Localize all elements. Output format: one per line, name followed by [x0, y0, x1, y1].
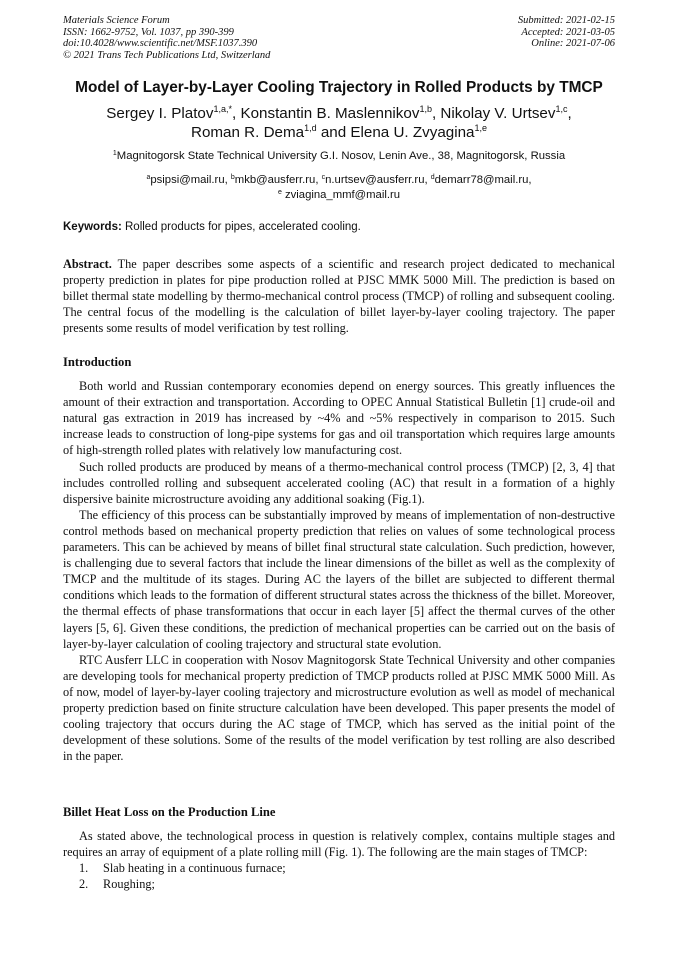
list-item: [63, 876, 615, 892]
journal-name: Materials Science Forum: [63, 15, 170, 26]
email-link[interactable]: mkb@ausferr.ru: [234, 174, 316, 186]
keywords-text: Rolled products for pipes, accelerated cooling.: [121, 221, 361, 233]
journal-doi[interactable]: doi:10.4028/www.scientific.net/MSF.1037.390: [63, 38, 258, 50]
email-superscript: c: [321, 174, 326, 181]
author-separator: ,: [567, 105, 572, 122]
email-link[interactable]: psipsi@mail.ru: [150, 174, 225, 186]
author-superscript: 1,c: [555, 104, 568, 114]
accepted-date: Accepted: 2021-03-05: [521, 26, 615, 38]
heat-loss-section: [63, 804, 615, 892]
section-heading: Billet Heat Loss on the Production Line: [63, 805, 276, 819]
journal-issn: ISSN: 1662-9752, Vol. 1037, pp 390-399: [63, 26, 234, 38]
list-number: 1.: [79, 861, 89, 876]
affiliation: [40, 150, 638, 162]
list-text: Slab heating in a continuous furnace;: [103, 861, 286, 876]
email-superscript: d: [430, 174, 435, 181]
author-superscript: 1,a,*: [213, 104, 232, 114]
author-name: Roman R. Dema: [190, 124, 305, 141]
affiliation-superscript: 1: [112, 150, 117, 157]
affiliation-text: Magnitogorsk State Technical University G.I. Nosov, Lenin Ave., 38, Magnitogorsk, Russia: [116, 150, 566, 162]
author-list: [40, 104, 638, 142]
list-text: Roughing;: [103, 877, 155, 892]
keywords: [63, 221, 615, 233]
email-separator: ,: [528, 174, 532, 186]
email-separator: ,: [224, 174, 231, 186]
paragraph: As stated above, the technological process in question is relatively complex, contains multiple stages and requires an array of equipment of a plate rolling mill (Fig. 1). The following are the main stages of TMCP:: [63, 829, 615, 860]
email-list: [40, 173, 638, 202]
journal-header: [63, 15, 270, 61]
author-separator: ,: [232, 105, 241, 122]
email-link[interactable]: zviagina_mmf@mail.ru: [281, 188, 401, 201]
email-link[interactable]: demarr78@mail.ru: [434, 174, 529, 186]
paragraph: Both world and Russian contemporary economies depend on energy sources. This greatly influences the amount of their extraction and transportation. According to OPEC Annual Statistical Bulletin [1] crude-oil and natural gas extraction in 2019 has increased by ~4% and ~5% respectively in comparison to 2015. Such increase leads to construction of long-pipe systems for gas and oil transportation which requires large amounts of high-strength rolled plates with relatively low manufacturing cost.: [63, 379, 615, 458]
email-superscript: e: [277, 188, 282, 196]
stage-list: [63, 860, 615, 892]
author-name: Sergey I. Platov: [106, 105, 214, 122]
email-superscript: a: [146, 174, 151, 181]
author-superscript: 1,b: [419, 104, 432, 114]
paper-title: Model of Layer-by-Layer Cooling Trajectory in Rolled Products by TMCP: [75, 79, 603, 96]
paragraph: RTC Ausferr LLC in cooperation with Nosov Magnitogorsk State Technical University and other companies are developing tools for mechanical property prediction of TMCP products rolled at PJSC MMK 5000 Mill. As of now, model of layer-by-layer cooling trajectory and microstructure evolution as well as model of mechanical property prediction based on finite structure calculation have been developed. This paper presents the model of cooling trajectory that occurs during the AC stage of TMCP, which has served as the initial point of the development of these solutions. Some of the results of the model verification by test rolling are also described in the paper.: [63, 652, 615, 764]
abstract: [63, 256, 615, 336]
submitted-date: Submitted: 2021-02-15: [517, 15, 615, 26]
publication-dates: [518, 15, 615, 50]
section-heading: Introduction: [63, 355, 132, 369]
author-separator: ,: [431, 105, 441, 122]
author-name: Konstantin B. Maslennikov: [240, 105, 420, 122]
author-superscript: 1,e: [474, 123, 488, 133]
email-separator: ,: [424, 174, 431, 186]
email-superscript: b: [230, 174, 235, 181]
abstract-text: The paper describes some aspects of a scientific and research project dedicated to mechanical property prediction in plates for pipe production rolled at PJSC MMK 5000 Mill. The prediction is based on billet thermal state modelling by thermo-mechanical control process (TMCP) of rolling and subsequent cooling. The central focus of the modelling is the calculation of billet layer-by-layer cooling trajectory. The paper presents some results of model verification by test rolling.: [63, 257, 615, 336]
online-date: Online: 2021-07-06: [531, 38, 615, 50]
author-separator: and: [316, 124, 351, 141]
introduction-section: [63, 354, 615, 764]
abstract-label: Abstract.: [63, 257, 112, 271]
keywords-label: Keywords:: [63, 221, 122, 233]
list-number: 2.: [79, 877, 89, 892]
paragraph: Such rolled products are produced by means of a thermo-mechanical control process (TMCP) [2, 3, 4] that includes controlled rolling and subsequent accelerated cooling (AC) that result in a formation of a highly dispersive bainite microstructure avoiding any additional soaking (Fig.1).: [63, 459, 615, 506]
list-item: [63, 860, 615, 876]
author-name: Nikolay V. Urtsev: [440, 105, 556, 122]
journal-copyright: © 2021 Trans Tech Publications Ltd, Switzerland: [63, 49, 271, 61]
author-superscript: 1,d: [304, 123, 317, 133]
email-separator: ,: [315, 174, 322, 186]
author-name: Elena U. Zvyagina: [350, 124, 475, 141]
email-link[interactable]: n.urtsev@ausferr.ru: [325, 174, 425, 186]
paragraph: The efficiency of this process can be substantially improved by means of implementation of non-destructive control methods based on mechanical property prediction that relies on values of some technological process parameters. This can be achieved by means of billet final structural state calculation. Such prediction, however, is challenging due to several factors that include the linear dimensions of the billet as well as the complexity of TMCP and the multitude of its stages. During AC the layers of the billet are subjected to different thermal conditions which leads to the formation of different structural states across the thickness of the billet. Moreover, the thermal effects of phase transformations that occur in each layer [5] affect the thermal curves of the other layers [5, 6]. Given these conditions, the prediction of mechanical properties can be carried out on the basis of layer-by-layer calculation of cooling trajectory and structural state evolution.: [63, 507, 615, 651]
